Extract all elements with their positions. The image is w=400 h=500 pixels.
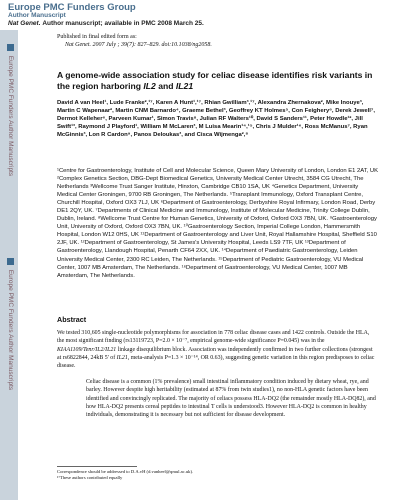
body-paragraph: Celiac disease is a common (1% prevalence) small intestinal inflammatory condition induced by dietary wheat, rye, and barley. However despite high heritability (estimated at 87% from twin studies1), no non-HLA genetic factors have been identified and convincingly replicated. The majority of celiacs possess HLA-DQ2 (the remainder mostly HLA-DQ82), and how HLA-DQ2 presents cereal peptides to intestinal T cells is understood3. However HLA-DQ2 is common in healthy individuals, demonstrating it is necessary but not sufficient for disease development. bbox=[86, 379, 376, 419]
availability-text: Author manuscript; available in PMC 2008 March 25. bbox=[42, 20, 204, 27]
sidebar-label-top: Europe PMC Funders Author Manuscripts bbox=[4, 44, 14, 176]
journal-availability-line bbox=[8, 20, 204, 27]
journal-name: Nat Genet. bbox=[8, 20, 41, 27]
author-manuscript-sidebar bbox=[0, 30, 18, 500]
title-gene-il2: IL2 bbox=[143, 81, 156, 91]
citation: Nat Genet. 2007 July ; 39(7): 827–829. doi:10.1038/ng2058. bbox=[65, 42, 212, 48]
sidebar-label-bottom: Europe PMC Funders Author Manuscripts bbox=[4, 258, 14, 390]
affiliations: ¹Centre for Gastroenterology, Institute of Cell and Molecular Science, Queen Mary University of London, London E1 2AT, UK ²Complex Genetics Section, DBG-Dept Biomedical Genetics, University Medical Center Utrecht, 3584 CG Utrecht, The Netherlands ³Wellcome Trust Sanger Institute, Hinxton, Cambridge CB10 1SA, UK ⁴Genetics Department, University Medical Center Groningen, 9700 RB Groningen, The Netherlands. ⁵Transplant Immunology, Oxford Transplant Centre, Churchill Hospital, Oxford OX3 7LJ, UK ⁶Department of Gastroenterology, Derbyshire Royal Infirmary, London Road, Derby DE1 2QY, UK. ⁷Departments of Clinical Medicine and Immunology, Institute of Molecular Medicine, Trinity College Dublin, Dublin, Ireland. ⁸Wellcome Trust Centre for Human Genetics, University of Oxford, Oxford OX3 7BN, UK. ⁹Gastroenterology Unit, University of Oxford, Oxford OX3 7BN, UK. ¹⁰Gastroenterology Section, Imperial College London, Hammersmith Hospital, London W12 0HS, UK ¹¹Department of Gastroenterology and Liver Unit, Royal Hallamshire Hospital, Sheffield S10 2JF, UK. ¹²Department of Gastroenterology, St James's University Hospital, Leeds LS9 7TF, UK ¹³Department of Gastroenterology, Llandough Hospital, Penarth CF64 2XX, UK. ¹⁴Department of Paediatric Gastroenterology, Leiden University Medical Center, 2300 RC Leiden, The Netherlands. ¹⁵Department of Pediatric Gastroenterology, VU Medical Center, 1007 MB Amsterdam, The Netherlands. ¹⁶Department of Gastroenterology, VU Medical Center, 1007 MB Amsterdam, The Netherlands. bbox=[57, 168, 379, 279]
final-form-note: Published in final edited form as: bbox=[57, 34, 137, 40]
correspondence-note: Correspondence should be addressed to D.A.vH (d.vanheel@qmul.ac.uk). bbox=[57, 469, 194, 474]
manuscript-type: Author Manuscript bbox=[8, 12, 66, 19]
abstract-text: We tested 310,605 single-nucleotide polymorphisms for association in 778 celiac disease cases and 1422 controls. Outside the HLA, the most significant finding (rs13119723, P=2.0 × 10⁻⁷, empirical genome-wide significance P=0.045) was in the KIAA1109/Tenr/IL2/IL21 linkage disequilibrium block. Association was independently confirmed in two further collections (strongest at rs6822844, 24kB 5' of IL21, meta-analysis P=1.3 × 10⁻¹⁴, OR 0.63), suggesting genetic variation in this region predisposes to celiac disease. bbox=[57, 330, 375, 370]
equal-contribution-note: ¹⁷These authors contributed equally bbox=[57, 475, 123, 480]
author-list: David A van Heel¹, Lude Franke²,¹⁷, Karen A Hunt¹,¹⁷, Rhian Gwilliam³,¹⁷, Alexandra Zhernakova², Mike Inouye³, Martin C Wapenaar², Martin CNM Barnardo⁴, Graeme Bethel³, Geoffrey KT Holmes⁵, Con Feighery⁶, Derek Jewell⁷, Dermot Kelleher⁶, Parveen Kumar¹, Simon Travis⁸, Julian RF Walters¹⁰, David S Sanders¹¹, Peter Howdle¹², Jill Swift¹³, Raymond J Playford¹, William M McLaren³, M Luisa Mearin¹⁴,¹⁵, Chris J Mulder¹⁶, Ross McManus⁷, Ryan McGinnis³, Lon R Cardon⁹, Panos Deloukas³, and Cisca Wijmenga²,⁸ bbox=[57, 100, 375, 138]
europe-pmc-emblem-icon bbox=[7, 258, 14, 265]
title-gene-il21: IL21 bbox=[175, 81, 194, 91]
footnotes bbox=[57, 469, 377, 481]
manuscript-banner bbox=[0, 0, 400, 30]
europe-pmc-emblem-icon bbox=[7, 44, 14, 51]
footnote-divider bbox=[57, 466, 137, 467]
abstract-heading: Abstract bbox=[57, 315, 87, 324]
funder-org-name: Europe PMC Funders Group bbox=[8, 2, 136, 13]
article-title: A genome-wide association study for celiac disease identifies risk variants in the region harboring IL2 and IL21 bbox=[57, 70, 373, 91]
publication-info bbox=[57, 33, 377, 49]
